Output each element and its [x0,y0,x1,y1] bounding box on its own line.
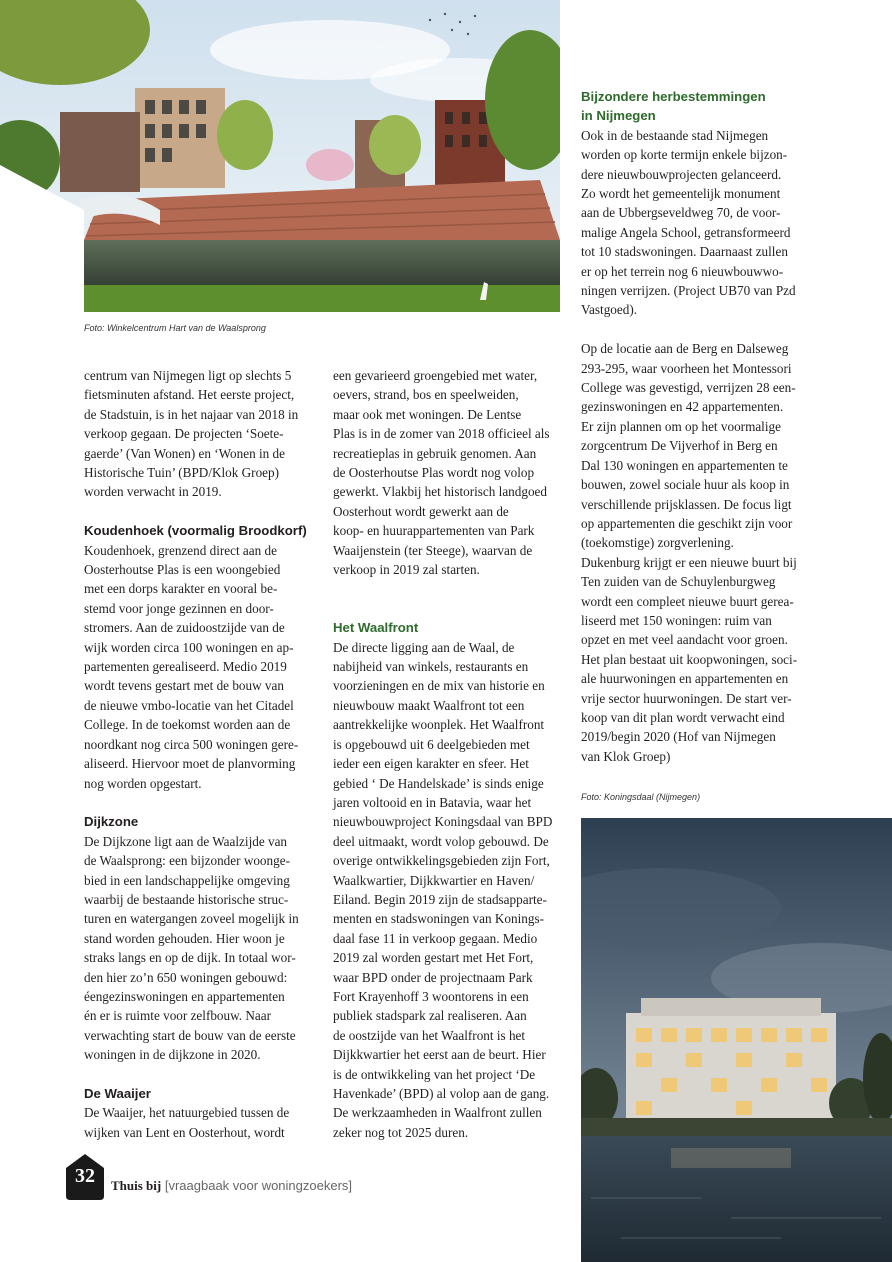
waaijer-heading: De Waaijer [84,1085,151,1101]
dijkzone-heading: Dijkzone [84,814,139,830]
bottom-photo-caption: Foto: Koningsdaal (Nijmegen) [581,792,701,802]
magazine-subtitle: [vraagbaak voor woningzoekers] [164,1178,353,1193]
waaijer-paragraph: De Waaijer, het natuurgebied tussen de wijken van Lent en Oosterhout, wordt [84,1105,290,1140]
intro-paragraph: centrum van Nijmegen ligt op slechts 5 fietsminuten afstand. Het eerste project, de Stadstuin, is in het najaar van 2018 in verkoop gegaan. De projecten ‘Soete- gaerde’ (Van Wonen) en ‘Wonen in de Historische Tuin’ (BPD/Klok Groep) worden verwacht in 2019. [84,368,299,500]
dijkzone-paragraph: De Dijkzone ligt aan de Waalzijde van de Waalsprong: een bijzonder woonge- bied in een landschappelijke omgeving waarbij de bestaande historische struc- turen en watergangen zoveel mogelijk in stand worden gehouden. Hier woon je straks langs en op de dijk. In totaal wor- den hier zo’n 650 woningen gebouwd: éengezinswoningen en appartementen én er is ruimte voor zelfbouw. Naar verwachting start de bouw van de eerste woningen in de dijkzone in 2020. [84,833,299,1063]
column-1 [84,366,324,1142]
herbestemmingen-heading: Bijzondere herbestemmingen in Nijmegen [581,89,766,124]
waalfront-paragraph: De directe ligging aan de Waal, de nabijheid van winkels, restaurants en voorzieningen en de mix van historie en nieuwbouw maakt Waalfront tot een aantrekkelijke woonplek. Het Waalfront is opgebouwd uit 6 deelgebieden met ieder een eigen karakter en sfeer. Het gebied ‘ De Handelskade’ is sinds enige jaren voltooid en in Batavia, waar het nieuwbouwproject Koningsdaal van BPD deel uitmaakt, wordt volop gebouwd. De overige ontwikkelingsgebieden zijn Fort, Waalkwartier, Dijkkwartier en Haven/ Eiland. Begin 2019 zijn de stadsapparte- menten en stadswoningen van Konings- daal fase 11 in verkoop gegaan. Medio 2019 zal worden gestart met Het Fort, waar BPD onder de projectnaam Park Fort Krayenhoff 3 woontorens in een publiek stadspark zal realiseren. Aan de oostzijde van het Waalfront is het Dijkkwartier het eerst aan de beurt. Hier is de ontwikkeling van het project ‘De Havenkade’ (BPD) al volop aan de gang. De werkzaamheden in Waalfront zullen zeker nog tot 2025 duren. [333,639,553,1140]
top-photo-caption: Foto: Winkelcentrum Hart van de Waalsprong [84,323,266,333]
column-3 [581,87,831,766]
herbestemmingen-paragraph-1: Ook in de bestaande stad Nijmegen worden op korte termijn enkele bijzon- dere nieuwbouwprojecten gelanceerd. Zo wordt het gemeentelijk monument aan de Ubbergseveldweg 70, de voor- malige Angela School, getransformeerd tot 10 stadswoningen. Daarnaast zullen er op het terrein nog 6 nieuwbouwwo- ningen verrijzen. (Project UB70 van Pzd Vastgoed). [581,127,796,318]
footer-title [111,1178,352,1194]
column-2 [333,366,573,1142]
magazine-name: Thuis bij [111,1178,162,1193]
koudenhoek-paragraph: Koudenhoek, grenzend direct aan de Oosterhoutse Plas is een woongebied met een dorps karakter en vooral be- stemd voor jonge gezinnen en door- stromers. Aan de zuidoostzijde van de wijk worden circa 100 woningen en ap- partementen gerealiseerd. Medio 2019 wordt tevens gestart met de bouw van de nieuwe vmbo-locatie van het Citadel College. In de toekomst worden aan de noordkant nog circa 500 woningen gere- aliseerd. Hiervoor moet de planvorming nog worden opgestart. [84,542,299,791]
top-photo [0,0,560,312]
koudenhoek-heading: Koudenhoek (voormalig Broodkorf) [84,523,307,539]
waalfront-heading: Het Waalfront [333,620,419,636]
bottom-photo [581,818,892,1262]
page-number: 32 [75,1165,95,1187]
intro-paragraph: een gevarieerd groengebied met water, oevers, strand, bos en speelweiden, maar ook met woningen. De Lentse Plas is in de zomer van 2018 officieel als recreatieplas in gebruik genomen. Aan de Oosterhoutse Plas wordt nog volop gewerkt. Vlakbij het historisch landgoed Oosterhout wordt gewerkt aan de koop- en huurappartementen van Park Waaijenstein (ter Steege), waarvan de verkoop in 2019 zal starten. [333,368,550,578]
herbestemmingen-paragraph-2: Op de locatie aan de Berg en Dalseweg 293-295, waar voorheen het Montessori College was gevestigd, verrijzen 28 een- gezinswoningen en 42 appartementen. Er zijn plannen om op het voormalige zorgcentrum De Vijverhof in Berg en Dal 130 woningen en appartementen te bouwen, zowel sociale huur als koop in verschillende prijsklassen. De focus ligt op appartementen die geschikt zijn voor (toekomstige) zorgverlening. Dukenburg krijgt er een nieuwe buurt bij Ten zuiden van de Schuylenburgweg wordt een compleet nieuwe buurt gerea- liseerd met 150 woningen: ruim van opzet en met veel aandacht voor groen. Het plan bestaat uit koopwoningen, soci- ale huurwoningen en appartementen en vrije sector huurwoningen. De start ver- koop van dit plan wordt verwacht eind 2019/begin 2020 (Hof van Nijmegen van Klok Groep) [581,341,798,764]
